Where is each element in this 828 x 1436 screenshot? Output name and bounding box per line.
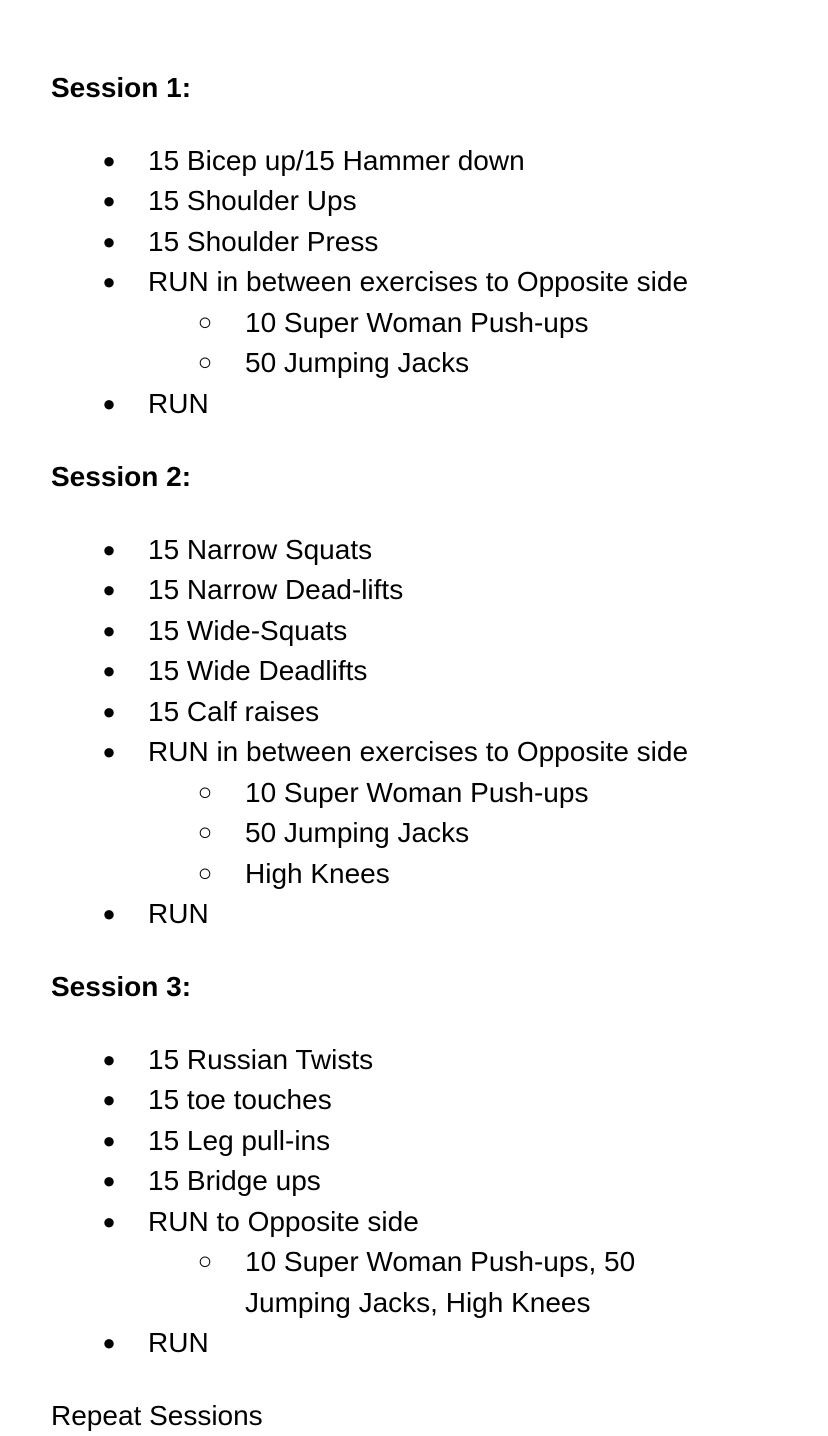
list-item [102, 570, 404, 611]
bullet-icon: ● [102, 537, 116, 562]
list-item-text: 10 Super Woman Push-ups [245, 307, 589, 338]
list-item-text: 15 Wide-Squats [148, 615, 348, 646]
list-item [102, 732, 689, 773]
hollow-bullet-icon: ○ [197, 819, 213, 846]
sub-list-item [197, 773, 589, 814]
hollow-bullet-icon: ○ [197, 860, 213, 887]
bullet-icon: ● [102, 1330, 116, 1355]
list-item [102, 222, 379, 263]
bullet-icon: ● [102, 229, 116, 254]
bullet-icon: ● [102, 658, 116, 683]
list-item-text: 15 Calf raises [148, 696, 320, 727]
bullet-icon: ● [102, 739, 116, 764]
sub-list-item [197, 343, 470, 384]
list-item-text: 50 Jumping Jacks [245, 347, 470, 378]
sub-list-item [197, 1242, 636, 1283]
session-3-heading: Session 3: [51, 971, 192, 1002]
bullet-icon: ● [102, 1087, 116, 1112]
list-item-text: Jumping Jacks, High Knees [245, 1287, 591, 1318]
hollow-bullet-icon: ○ [197, 779, 213, 806]
bullet-icon: ● [102, 577, 116, 602]
list-item-text: 15 Bicep up/15 Hammer down [148, 145, 525, 176]
sub-list-item [197, 303, 589, 344]
hollow-bullet-icon: ○ [197, 349, 213, 376]
session-2-heading: Session 2: [51, 461, 192, 492]
list-item [102, 894, 209, 935]
session-1-heading: Session 1: [51, 72, 192, 103]
list-item [102, 611, 348, 652]
list-item-text: 15 Narrow Dead-lifts [148, 574, 404, 605]
list-item-text: 15 Russian Twists [148, 1044, 374, 1075]
bullet-icon: ● [102, 901, 116, 926]
list-item [102, 692, 320, 733]
list-item-text: 50 Jumping Jacks [245, 817, 470, 848]
list-item [102, 1202, 419, 1243]
list-item-text: High Knees [245, 858, 390, 889]
list-item-text: RUN to Opposite side [148, 1206, 419, 1237]
list-item [102, 384, 209, 425]
bullet-icon: ● [102, 1047, 116, 1072]
list-item-text: 15 Narrow Squats [148, 534, 373, 565]
list-item-text: 15 toe touches [148, 1084, 332, 1115]
list-item [102, 651, 368, 692]
list-item-text: 15 Bridge ups [148, 1165, 321, 1196]
list-item [102, 1121, 331, 1162]
sub-list-item [197, 854, 390, 895]
list-item [102, 141, 525, 182]
list-item-text: RUN [148, 898, 209, 929]
hollow-bullet-icon: ○ [197, 1248, 213, 1275]
list-item-text: RUN [148, 388, 209, 419]
repeat-sessions-text: Repeat Sessions [51, 1400, 263, 1431]
sub-list-item-continuation [245, 1283, 591, 1324]
bullet-icon: ● [102, 1209, 116, 1234]
sub-list-item [197, 813, 470, 854]
bullet-icon: ● [102, 269, 116, 294]
hollow-bullet-icon: ○ [197, 309, 213, 336]
bullet-icon: ● [102, 699, 116, 724]
bullet-icon: ● [102, 188, 116, 213]
list-item-text: 10 Super Woman Push-ups, 50 [245, 1246, 636, 1277]
list-item [102, 1161, 321, 1202]
bullet-icon: ● [102, 618, 116, 643]
list-item-text: RUN in between exercises to Opposite side [148, 736, 689, 767]
list-item [102, 530, 373, 571]
list-item [102, 1080, 332, 1121]
bullet-icon: ● [102, 391, 116, 416]
list-item-text: 15 Leg pull-ins [148, 1125, 331, 1156]
bullet-icon: ● [102, 148, 116, 173]
bullet-icon: ● [102, 1168, 116, 1193]
list-item-text: 15 Shoulder Press [148, 226, 379, 257]
list-item-text: RUN in between exercises to Opposite side [148, 266, 689, 297]
list-item-text: 15 Shoulder Ups [148, 185, 357, 216]
list-item [102, 1040, 374, 1081]
list-item-text: RUN [148, 1327, 209, 1358]
bullet-icon: ● [102, 1128, 116, 1153]
list-item [102, 262, 689, 303]
list-item [102, 1323, 209, 1364]
list-item-text: 10 Super Woman Push-ups [245, 777, 589, 808]
list-item [102, 181, 357, 222]
list-item-text: 15 Wide Deadlifts [148, 655, 368, 686]
